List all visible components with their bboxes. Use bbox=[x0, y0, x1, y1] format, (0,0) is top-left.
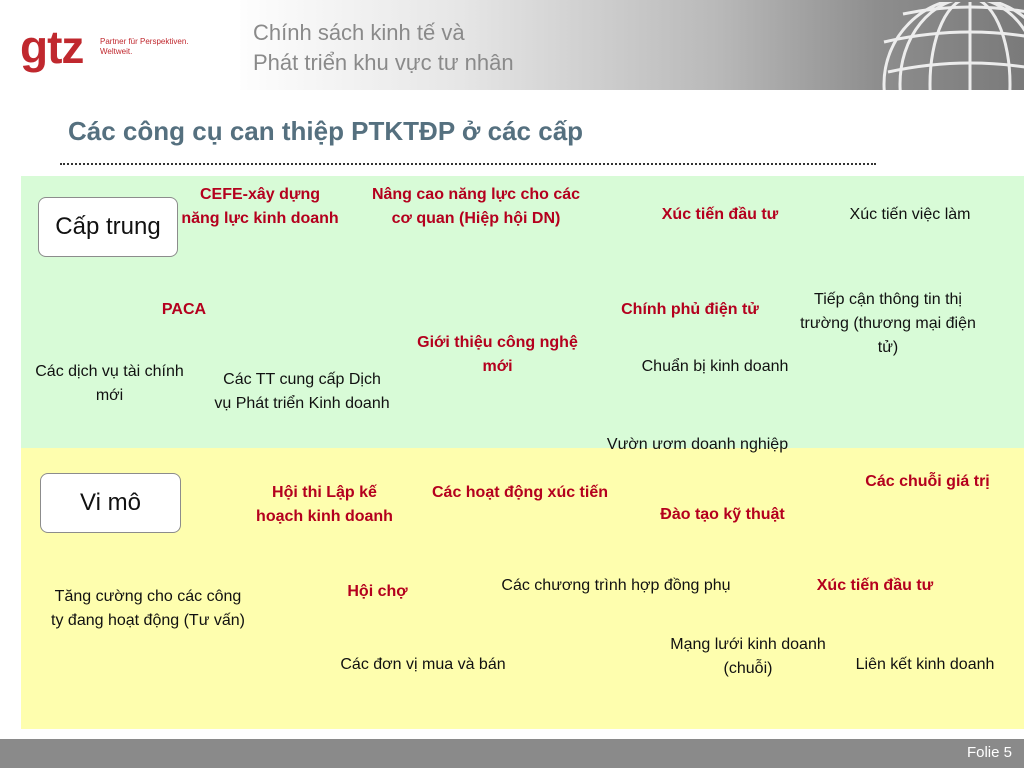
item-investment-promotion-central: Xúc tiến đầu tư bbox=[661, 206, 779, 223]
item-cefe: CEFE-xây dựng năng lực kinh doanh bbox=[181, 186, 339, 227]
globe-icon bbox=[878, 2, 1024, 90]
item-business-plan-competition: Hội thi Lập kế hoạch kinh doanh bbox=[256, 484, 393, 525]
item-strengthening-companies: Tăng cường cho các công ty đang hoạt động (Tư vấn) bbox=[51, 588, 245, 629]
item-market-information: Tiếp cận thông tin thị trường (thương mại điện tử) bbox=[800, 291, 976, 356]
header-title-line-2: Phát triển khu vực tư nhân bbox=[253, 50, 514, 75]
micro-level-box: Vi mô bbox=[40, 473, 181, 533]
item-technical-training: Đào tạo kỹ thuật bbox=[660, 506, 785, 523]
footer-bar bbox=[0, 739, 1024, 768]
item-investment-promotion-micro: Xúc tiến đầu tư bbox=[816, 577, 934, 594]
item-business-preparation: Chuẩn bị kinh doanh bbox=[641, 358, 789, 375]
header-bar bbox=[0, 0, 1024, 90]
header-title-line-1: Chính sách kinh tế và bbox=[253, 20, 465, 45]
item-trade-fair: Hội chợ bbox=[347, 583, 408, 600]
item-e-government: Chính phủ điện tử bbox=[621, 301, 759, 318]
slide-title: Các công cụ can thiệp PTKTĐP ở các cấp bbox=[68, 116, 584, 146]
item-promotion-activities: Các hoạt động xúc tiến bbox=[431, 484, 608, 501]
slide-number: Folie 5 bbox=[966, 744, 1012, 761]
tagline-line-2: Weltweit. bbox=[100, 47, 133, 56]
item-capacity-building: Nâng cao năng lực cho các cơ quan (Hiệp hội DN) bbox=[371, 186, 581, 227]
item-job-promotion: Xúc tiến việc làm bbox=[849, 206, 971, 223]
item-new-technology: Giới thiệu công nghệ mới bbox=[417, 334, 578, 375]
item-value-chains: Các chuỗi giá trị bbox=[865, 473, 990, 490]
central-level-box: Cấp trung bbox=[38, 197, 178, 257]
item-business-network: Mạng lưới kinh doanh (chuỗi) bbox=[670, 636, 826, 677]
item-buyers-sellers: Các đơn vị mua và bán bbox=[340, 656, 506, 673]
item-subcontracting: Các chương trình hợp đồng phụ bbox=[501, 577, 731, 594]
item-business-incubator: Vườn ươm doanh nghiệp bbox=[606, 436, 789, 453]
logo-area bbox=[0, 0, 240, 90]
item-financial-services: Các dịch vụ tài chính mới bbox=[35, 363, 184, 404]
tagline-line-1: Partner für Perspektiven. bbox=[100, 37, 189, 46]
dotted-divider bbox=[60, 163, 876, 165]
logo-tagline bbox=[100, 37, 220, 57]
item-business-linkage: Liên kết kinh doanh bbox=[855, 656, 995, 673]
item-bds-centers: Các TT cung cấp Dịch vụ Phát triển Kinh doanh bbox=[214, 371, 390, 412]
item-paca: PACA bbox=[161, 301, 207, 318]
gtz-logo: gtz bbox=[20, 21, 84, 73]
